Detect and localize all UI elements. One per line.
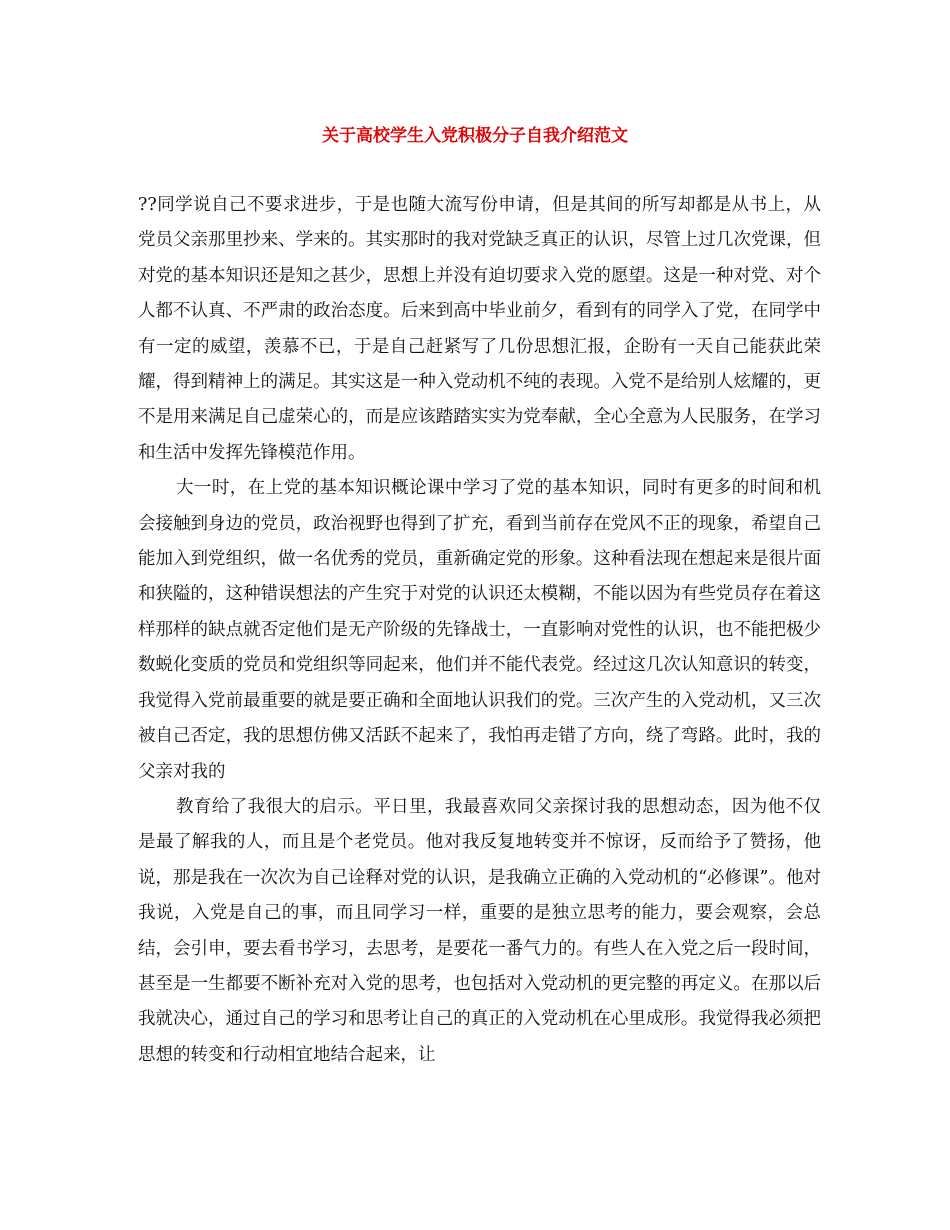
paragraph-3: 教育给了我很大的启示。平日里，我最喜欢同父亲探讨我的思想动态，因为他不仅是最了解我的人，而且是个老党员。他对我反复地转变并不惊讶，反而给予了赞扬，他说，那是我在一次次为自己诠释对党的认识，是我确立正确的入党动机的“必修课”。他对我说，入党是自己的事，而且同学习一样，重要的是独立思考的能力，要会观察，会总结，会引申，要去看书学习，去思考，是要花一番气力的。有些人在入党之后一段时间，甚至是一生都要不断补充对入党的思考，也包括对入党动机的更完整的再定义。在那以后我就决心，通过自己的学习和思考让自己的真正的入党动机在心里成形。我觉得我必须把思想的转变和行动相宜地结合起来，让 (138, 796, 821, 1065)
paragraph-1: ??同学说自己不要求进步，于是也随大流写份申请，但是其间的所写却都是从书上，从党员父亲那里抄来、学来的。其实那时的我对党缺乏真正的认识，尽管上过几次党课，但对党的基本知识还是知之甚少，思想上并没有迫切要求入党的愿望。这是一种对党、对个人都不认真、不严肃的政治态度。后来到高中毕业前夕，看到有的同学入了党，在同学中有一定的威望，羡慕不已，于是自己赶紧写了几份思想汇报，企盼有一天自己能获此荣耀，得到精神上的满足。其实这是一种入党动机不纯的表现。入党不是给别人炫耀的，更不是用来满足自己虚荣心的，而是应该踏踏实实为党奉献，全心全意为人民服务，在学习和生活中发挥先锋模范作用。 (138, 195, 821, 463)
paragraph-2: 大一时，在上党的基本知识概论课中学习了党的基本知识，同时有更多的时间和机会接触到身边的党员，政治视野也得到了扩充，看到当前存在党风不正的现象，希望自己能加入到党组织，做一名优秀的党员，重新确定党的形象。这种看法现在想起来是很片面和狭隘的，这种错误想法的产生究于对党的认识还太模糊，不能以因为有些党员存在着这样那样的缺点就否定他们是无产阶级的先锋战士，一直影响对党性的认识，也不能把极少数蜕化变质的党员和党组织等同起来，他们并不能代表党。经过这几次认知意识的转变，我觉得入党前最重要的就是要正确和全面地认识我们的党。三次产生的入党动机，又三次被自己否定，我的思想仿佛又活跃不起来了，我怕再走错了方向，绕了弯路。此时，我的父亲对我的 (138, 478, 821, 782)
document-body (138, 188, 821, 1073)
document-title: 关于高校学生入党积极分子自我介绍范文 (322, 126, 628, 146)
